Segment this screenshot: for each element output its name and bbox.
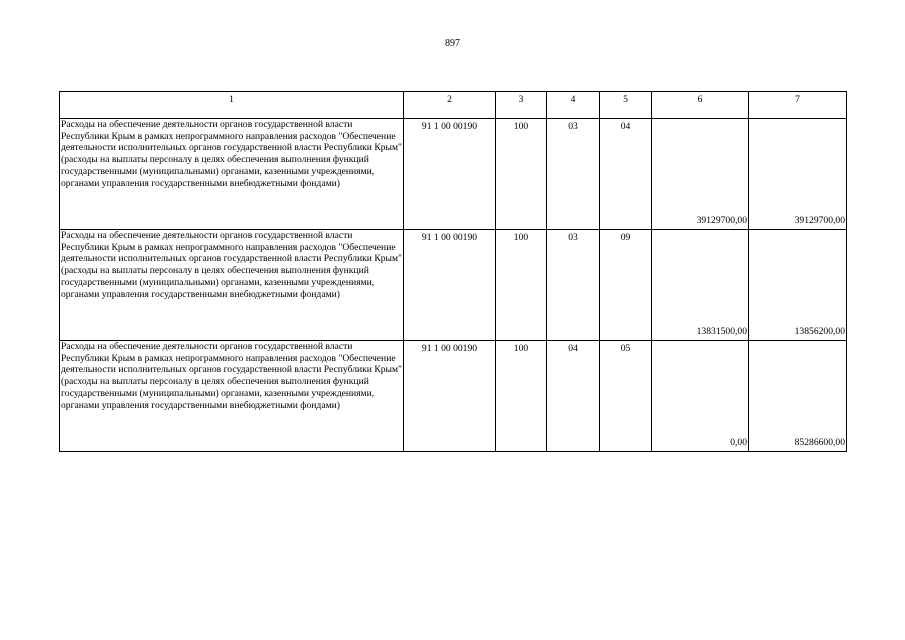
row-amount-col7: 39129700,00 [749,119,847,230]
column-header: 4 [547,92,600,119]
row-col4: 03 [547,119,600,230]
row-description: Расходы на обеспечение деятельности органов государственной власти Республики Крым в рамках непрограммного направления расходов "Обеспечение деятельности исполнительных органов государственной власти Республики Крым" (расходы на выплаты персоналу в целях обеспечения выполнения функций государственными (муниципальными) органами, казенными учреждениями, органами управления государственными внебюджетными фондами) [60,119,404,230]
row-col4: 04 [547,341,600,452]
row-col3: 100 [496,119,547,230]
column-header: 1 [60,92,404,119]
row-code: 91 1 00 00190 [404,230,496,341]
table-row [60,119,847,230]
row-col5: 05 [600,341,652,452]
column-header: 3 [496,92,547,119]
column-header: 2 [404,92,496,119]
column-header: 7 [749,92,847,119]
row-amount-col6: 13831500,00 [652,230,749,341]
budget-table [59,91,847,452]
column-header: 5 [600,92,652,119]
row-amount-col6: 0,00 [652,341,749,452]
row-col5: 04 [600,119,652,230]
row-col3: 100 [496,341,547,452]
row-code: 91 1 00 00190 [404,341,496,452]
row-amount-col6: 39129700,00 [652,119,749,230]
table-header-row [60,92,847,119]
row-col5: 09 [600,230,652,341]
page-number: 897 [445,38,460,49]
row-description: Расходы на обеспечение деятельности органов государственной власти Республики Крым в рамках непрограммного направления расходов "Обеспечение деятельности исполнительных органов государственной власти Республики Крым" (расходы на выплаты персоналу в целях обеспечения выполнения функций государственными (муниципальными) органами, казенными учреждениями, органами управления государственными внебюджетными фондами) [60,341,404,452]
row-col4: 03 [547,230,600,341]
row-description: Расходы на обеспечение деятельности органов государственной власти Республики Крым в рамках непрограммного направления расходов "Обеспечение деятельности исполнительных органов государственной власти Республики Крым" (расходы на выплаты персоналу в целях обеспечения выполнения функций государственными (муниципальными) органами, казенными учреждениями, органами управления государственными внебюджетными фондами) [60,230,404,341]
row-amount-col7: 85286600,00 [749,341,847,452]
table-row [60,230,847,341]
row-amount-col7: 13856200,00 [749,230,847,341]
table-row [60,341,847,452]
row-code: 91 1 00 00190 [404,119,496,230]
column-header: 6 [652,92,749,119]
row-col3: 100 [496,230,547,341]
